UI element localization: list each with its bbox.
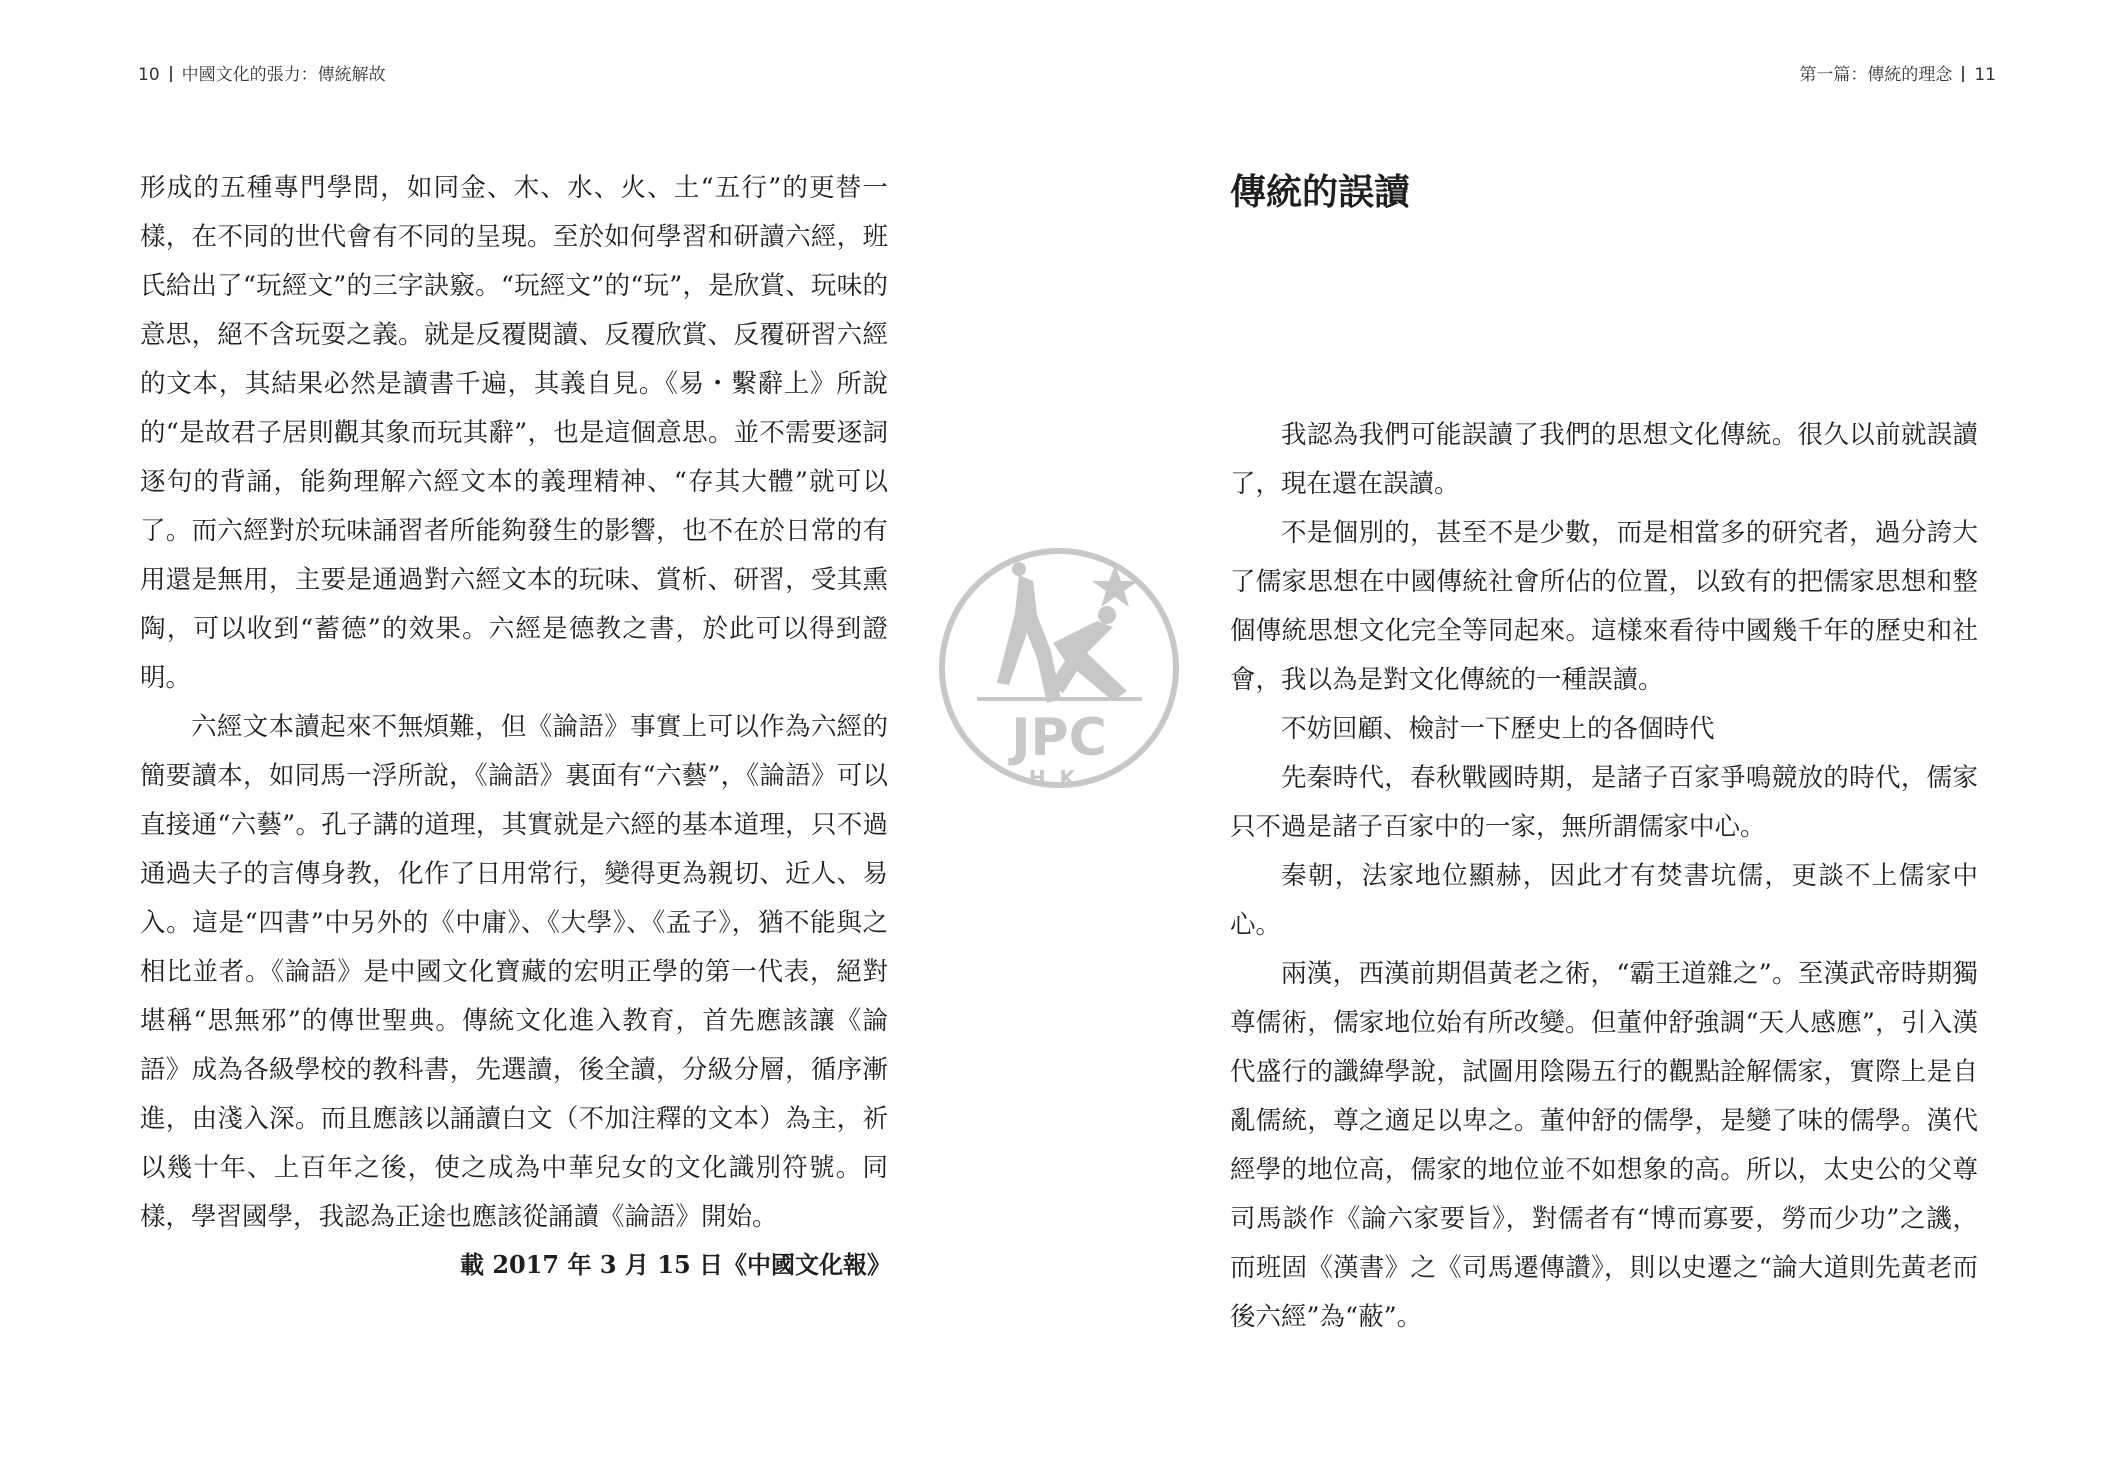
header-divider [170,66,172,82]
left-page-number: 10 [138,65,160,85]
paragraph: 先秦時代，春秋戰國時期，是諸子百家爭鳴競放的時代，儒家只不過是諸子百家中的一家，無所謂儒家中心。 [1230,763,1978,842]
paragraph: 不妨回顧、檢討一下歷史上的各個時代 [1281,714,1715,744]
jpc-watermark-logo [937,523,1182,813]
book-title: 中國文化的張力：傳統解故 [181,65,386,85]
header-divider [1962,66,1964,82]
paragraph: 不是個別的，甚至不是少數，而是相當多的研究者，過分誇大了儒家思想在中國傳統社會所佔的位置，以致有的把儒家思想和整個傳統思想文化完全等同起來。這樣來看待中國幾千年的歷史和社會，我以為是對文化傳統的一種誤讀。 [1230,518,1978,695]
paragraph: 我認為我們可能誤讀了我們的思想文化傳統。很久以前就誤讀了，現在還在誤讀。 [1230,420,1978,499]
watermark-text: JPC [1011,708,1107,768]
source-citation: 載 2017 年 3 月 15 日《中國文化報》 [459,1250,891,1279]
right-page-number: 11 [1974,65,1996,85]
paragraph: 秦朝，法家地位顯赫，因此才有焚書坑儒，更談不上儒家中心。 [1230,861,1978,940]
paragraph: 兩漢，西漢前期倡黃老之術，“霸王道雜之”。至漢武帝時期獨尊儒術，儒家地位始有所改變。但董仲舒強調“天人感應”，引入漢代盛行的讖緯學說，試圖用陰陽五行的觀點詮解儒家，實際上是自亂儒統，尊之適足以卑之。董仲舒的儒學，是變了味的儒學。漢代經學的地位高，儒家的地位並不如想象的高。所以，太史公的父尊司馬談作《論六家要旨》，對儒者有“博而寡要，勞而少功”之譏，而班固《漢書》之《司馬遷傳讚》，則以史遷之“論大道則先黃老而後六經”為“蔽”。 [1230,959,1978,1332]
watermark-subtext: HK [1028,766,1090,790]
left-page [0,0,1051,1472]
chapter-title: 傳統的誤讀 [1230,171,1411,213]
right-page [1052,0,2103,1472]
watermark-icon [937,523,1182,813]
left-running-head [138,60,386,85]
left-body-text [140,164,888,1242]
paragraph: 六經文本讀起來不無煩難，但《論語》事實上可以作為六經的簡要讀本，如同馬一浮所說，《論語》裏面有“六藝”，《論語》可以直接通“六藝”。孔子講的道理，其實就是六經的基本道理，只不過通過夫子的言傳身教，化作了日用常行，變得更為親切、近人、易入。這是“四書”中另外的《中庸》、《大學》、《孟子》，猶不能與之相比並者。《論語》是中國文化寶藏的宏明正學的第一代表，絕對堪稱“思無邪”的傳世聖典。傳統文化進入教育，首先應該讓《論語》成為各級學校的教科書，先選讀，後全讀，分級分層，循序漸進，由淺入深。而且應該以誦讀白文（不加注釋的文本）為主，祈以幾十年、上百年之後，使之成為中華兒女的文化識別符號。同樣，學習國學，我認為正途也應該從誦讀《論語》開始。 [140,712,888,1232]
right-body-text [1230,411,1978,1342]
paragraph: 形成的五種專門學問，如同金、木、水、火、土“五行”的更替一樣，在不同的世代會有不同的呈現。至於如何學習和研讀六經，班氏給出了“玩經文”的三字訣竅。“玩經文”的“玩”，是欣賞、玩味的意思，絕不含玩耍之義。就是反覆閱讀、反覆欣賞、反覆研習六經的文本，其結果必然是讀書千遍，其義自見。《易・繫辭上》所說的“是故君子居則觀其象而玩其辭”，也是這個意思。並不需要逐詞逐句的背誦，能夠理解六經文本的義理精神、“存其大體”就可以了。而六經對於玩味誦習者所能夠發生的影響，也不在於日常的有用還是無用，主要是通過對六經文本的玩味、賞析、研習，受其熏陶，可以收到“蓄德”的效果。六經是德教之書，於此可以得到證明。 [140,173,888,693]
right-running-head [1799,60,1996,85]
section-title: 第一篇：傳統的理念 [1799,65,1953,85]
